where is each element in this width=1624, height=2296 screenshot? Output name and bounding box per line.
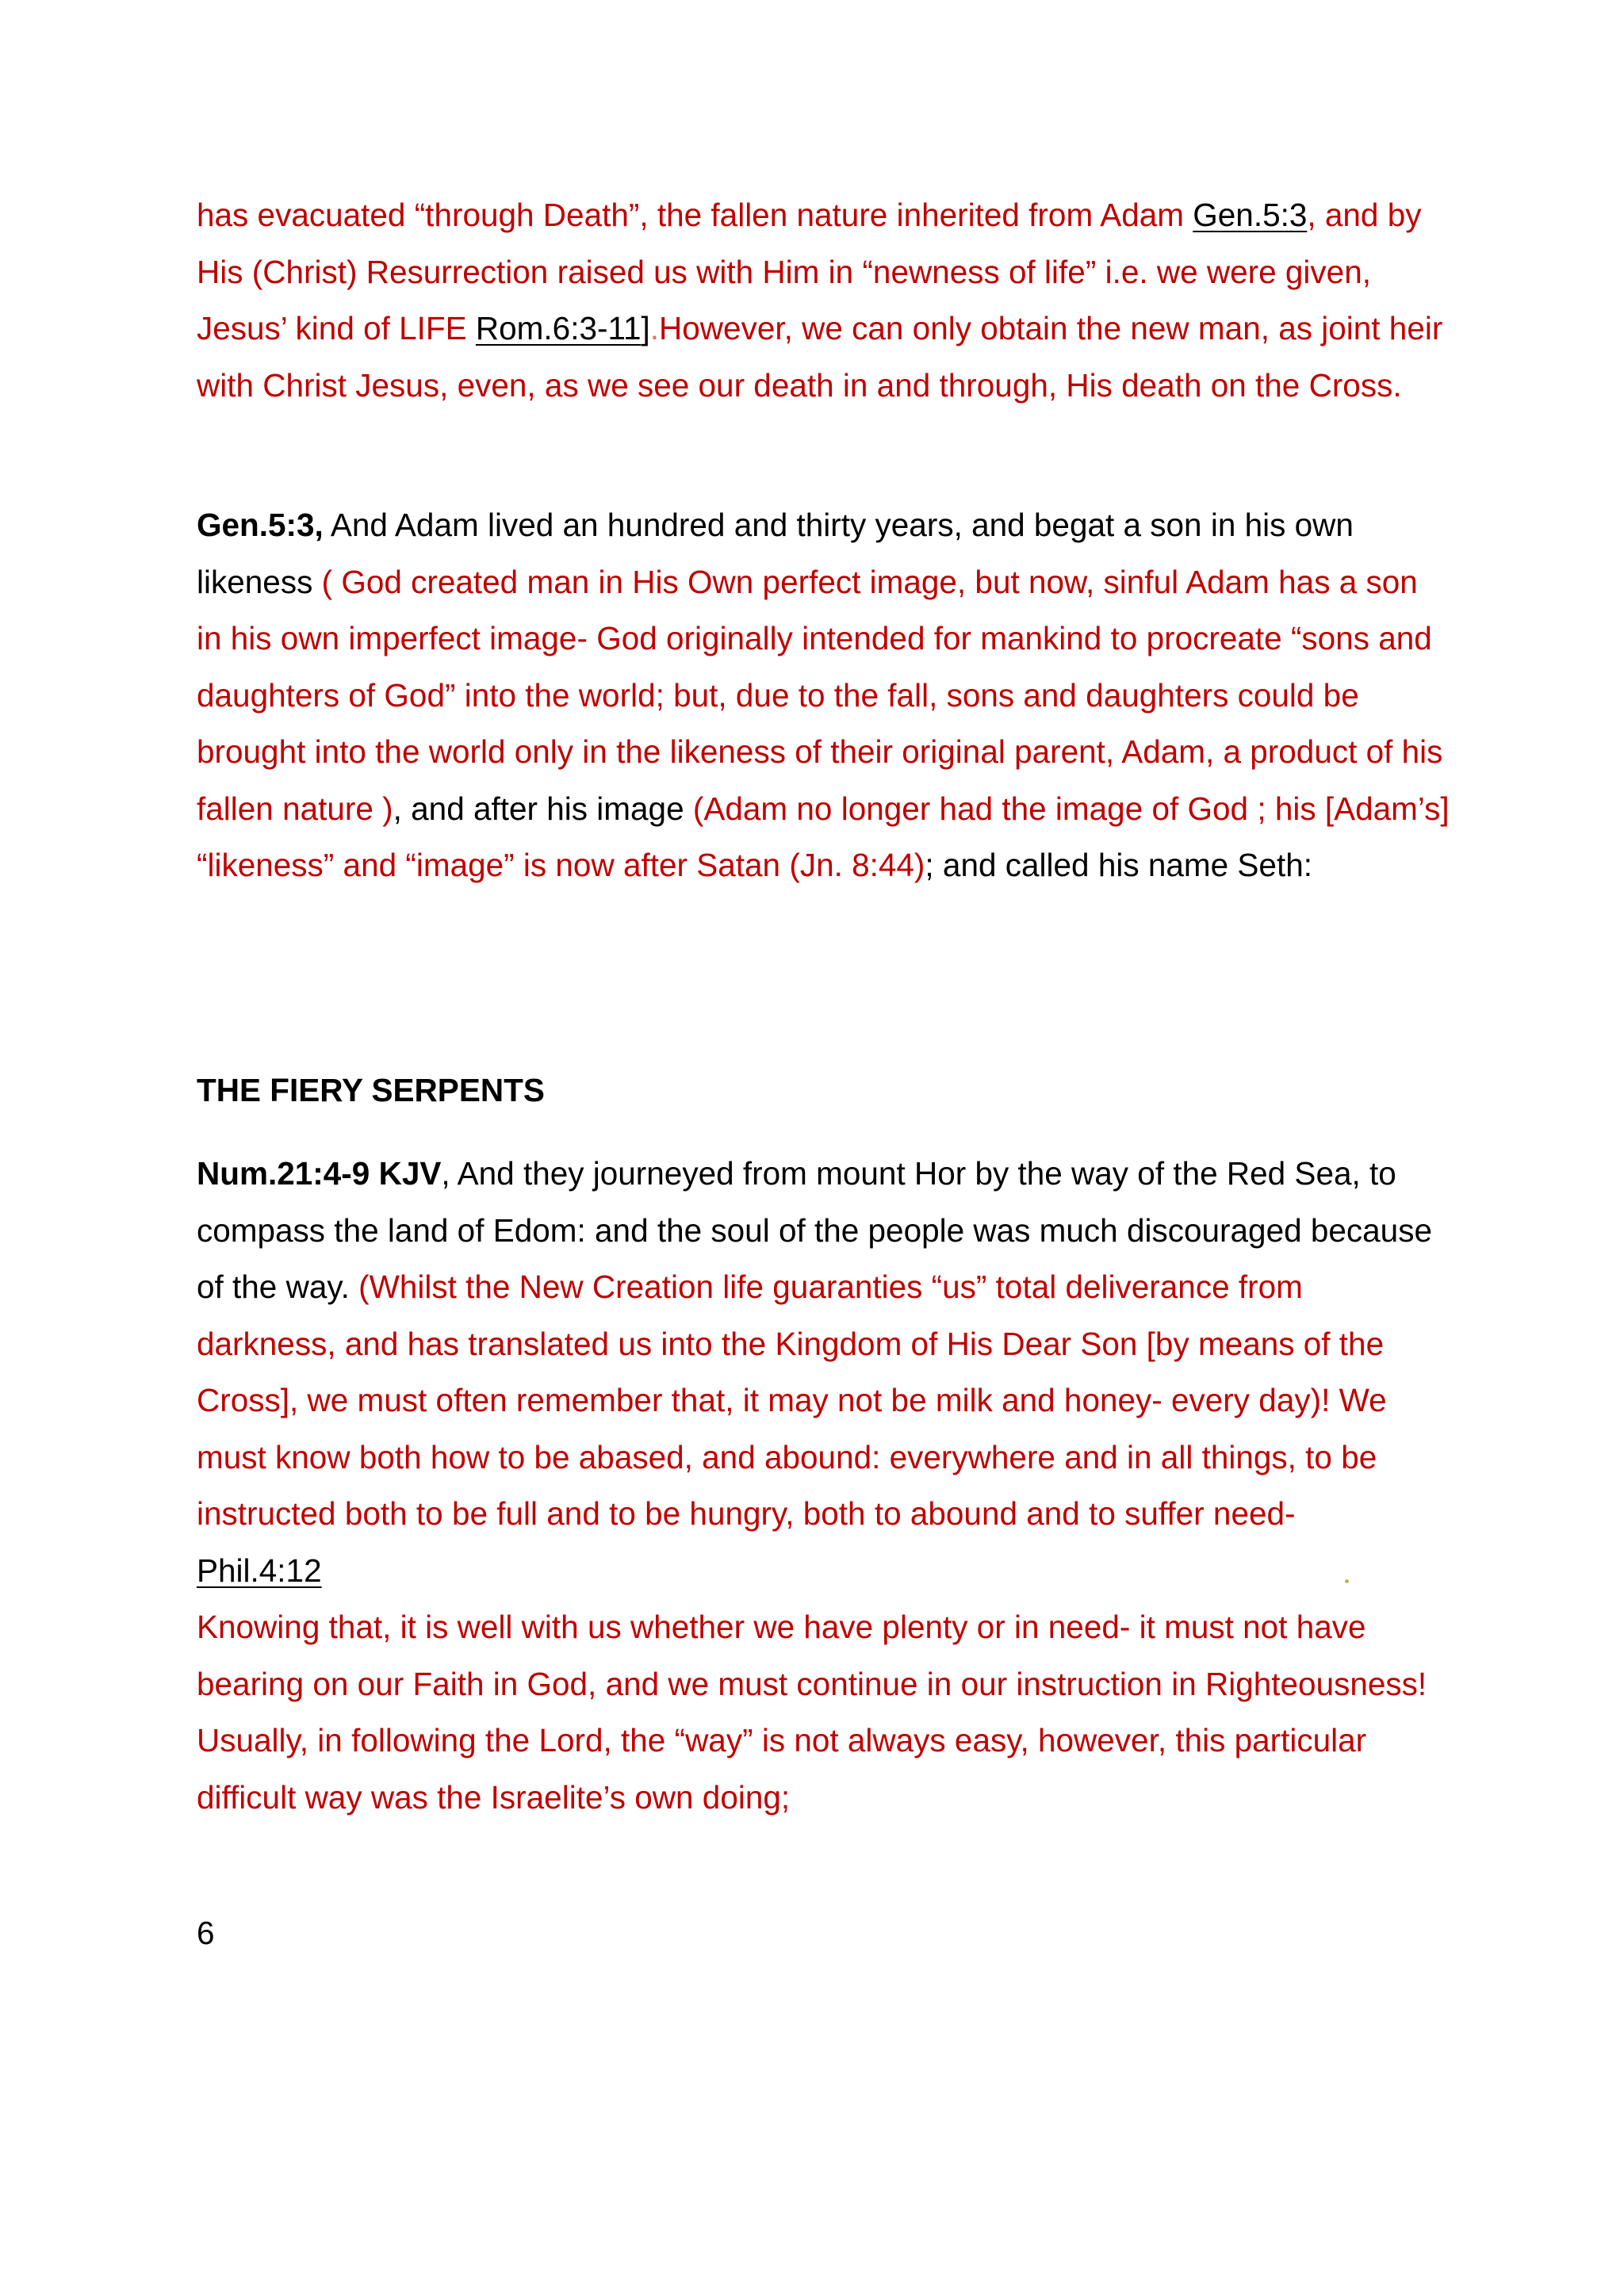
period-mark: . bbox=[649, 310, 660, 346]
verse-reference: Gen.5:3, bbox=[197, 507, 324, 543]
commentary-text: has evacuated “through Death”, the fallen nature inherited from Adam bbox=[197, 197, 1193, 233]
scripture-reference-gen-5-3[interactable]: Gen.5:3 bbox=[1193, 197, 1308, 233]
scripture-reference-rom-6-3-11[interactable]: Rom.6:3-11 bbox=[475, 310, 642, 346]
page-number: 6 bbox=[197, 1915, 215, 1951]
scripture-text: , And they journeyed from mount Hor by the way of the Red Sea, to compass the land of Edom: and the soul of the people was much discouraged because of the way. bbox=[197, 1155, 1432, 1305]
closing-bracket: ] bbox=[641, 310, 650, 346]
scripture-text: , and after his image bbox=[393, 790, 693, 827]
scripture-text: And Adam lived an hundred and thirty years, and begat a son in his own likeness bbox=[197, 507, 1354, 600]
paragraph-num-21 bbox=[197, 1146, 1450, 1826]
commentary-text: However, we can only obtain the new man, as joint heir with Christ Jesus, even, as we see our death in and through, His death on the Cross. bbox=[197, 310, 1443, 404]
scripture-reference-phil-4-12[interactable]: Phil.4:12 bbox=[197, 1552, 322, 1589]
commentary-text: ( God created man in His Own perfect image, but now, sinful Adam has a son in his own imperfect image- God originally intended for mankind to procreate “sons and daughters of God” into the world; but, due to the fall, sons and daughters could be brought into the world only in the likeness of their original parent, Adam, a product of his fallen nature ) bbox=[197, 563, 1443, 827]
paragraph-commentary-1 bbox=[197, 187, 1450, 414]
paragraph-gen-5-3 bbox=[197, 497, 1450, 894]
section-heading: THE FIERY SERPENTS bbox=[197, 1072, 545, 1108]
commentary-text: (Whilst the New Creation life guaranties “us” total deliverance from darkness, and has translated us into the Kingdom of His Dear Son [by means of the Cross], we must often remember that, it may not be milk and honey- every day)! We must know both how to be abased, and abound: everywhere and in all things, to be instructed both to be full and to be hungry, both to abound and to suffer need- bbox=[197, 1269, 1387, 1532]
verse-reference: Num.21:4-9 KJV bbox=[197, 1155, 442, 1192]
commentary-text: (Adam no longer had the image of God ; his [Adam’s] “likeness” and “image” is now after Satan (Jn. 8:44) bbox=[197, 790, 1450, 883]
commentary-text: Knowing that, it is well with us whether we have plenty or in need- it must not have bearing on our Faith in God, and we must continue in our instruction in Righteousness! bbox=[197, 1609, 1427, 1702]
scripture-text: ; and called his name Seth: bbox=[925, 847, 1312, 883]
stray-dot-mark bbox=[1345, 1579, 1349, 1583]
commentary-text: Usually, in following the Lord, the “way” is not always easy, however, this particular difficult way was the Israelite’s own doing; bbox=[197, 1722, 1367, 1816]
commentary-text: , and by His (Christ) Resurrection raised us with Him in “newness of life” i.e. we were given, Jesus’ kind of LIFE bbox=[197, 197, 1422, 346]
